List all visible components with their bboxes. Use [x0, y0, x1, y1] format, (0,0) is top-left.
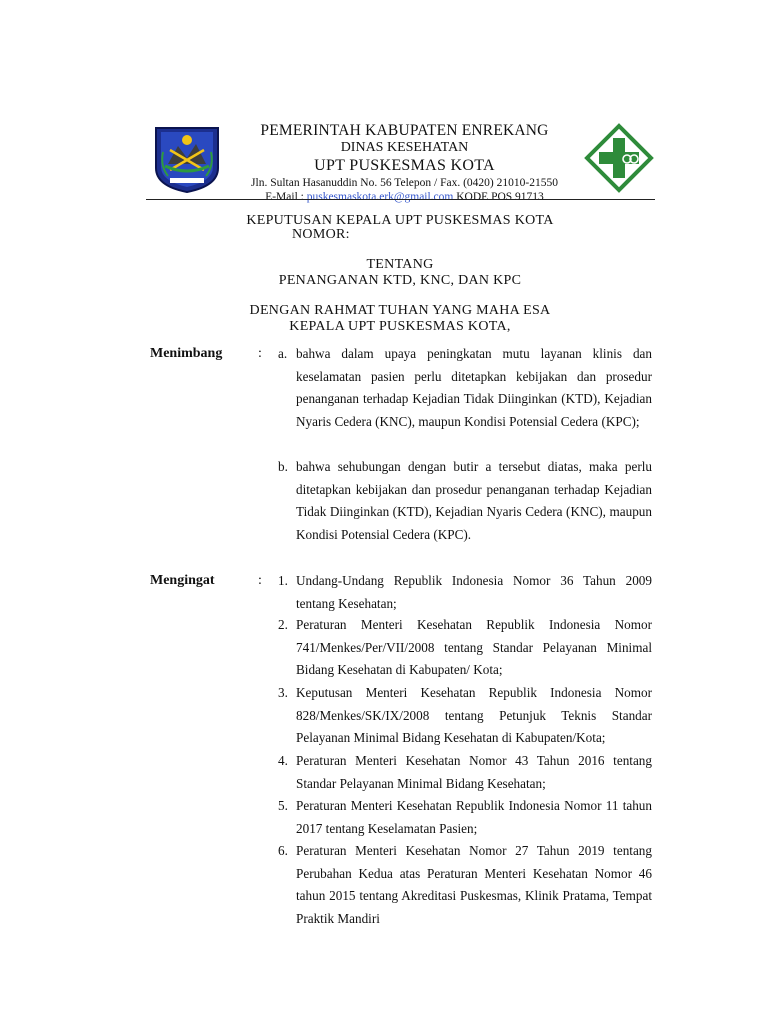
enrekang-emblem-logo — [148, 122, 226, 194]
menimbang-colon: : — [258, 346, 262, 361]
mengingat-label: Mengingat — [150, 573, 215, 588]
list-item — [278, 614, 652, 682]
government-name: PEMERINTAH KABUPATEN ENREKANG — [260, 122, 549, 139]
item-marker: 5. — [278, 798, 288, 813]
mengingat-colon: : — [258, 573, 262, 588]
about-heading: TENTANG — [366, 257, 434, 272]
item-text: Keputusan Menteri Kesehatan Republik Indonesia Nomor 828/Menkes/SK/IX/2008 tentang Petunjuk Teknis Standar Pelayanan Minimal Bidang Kesehatan di Kabupaten/Kota; — [296, 685, 652, 745]
item-text: Peraturan Menteri Kesehatan Republik Indonesia Nomor 11 tahun 2017 tentang Keselamatan Pasien; — [296, 798, 652, 836]
list-item — [278, 795, 652, 840]
list-item — [278, 682, 652, 750]
decree-number: NOMOR: — [292, 227, 350, 242]
list-item — [278, 840, 652, 930]
item-text: bahwa dalam upaya peningkatan mutu layanan klinis dan keselamatan pasien perlu ditetapkan kebijakan dan prosedur penanganan terhadap Kejadian Tidak Diinginkan (KTD), Kejadian Nyaris Cedera (KNC), maupun Kondisi Potensial Cedera (KPC); — [296, 346, 652, 429]
list-item — [278, 456, 652, 546]
email-link[interactable]: puskesmaskota.erk@gmail.com — [306, 191, 454, 203]
contact-line — [232, 190, 577, 204]
puskesmas-cross-logo — [583, 122, 655, 194]
email-label: E-Mail : — [265, 191, 304, 203]
list-item — [278, 343, 652, 433]
item-marker: a. — [278, 346, 288, 361]
item-text: Undang-Undang Republik Indonesia Nomor 36 Tahun 2009 tentang Kesehatan; — [296, 573, 652, 611]
item-marker: b. — [278, 459, 288, 474]
decree-title: KEPUTUSAN KEPALA UPT PUSKESMAS KOTA — [246, 213, 554, 228]
department-name: DINAS KESEHATAN — [340, 140, 469, 155]
institution-name: UPT PUSKESMAS KOTA — [314, 157, 495, 174]
header-divider — [146, 199, 655, 200]
item-marker: 3. — [278, 685, 288, 700]
address-line: Jln. Sultan Hasanuddin No. 56 Telepon / Fax. (0420) 21010-21550 — [251, 177, 558, 189]
item-marker: 4. — [278, 753, 288, 768]
decree-subject: PENANGANAN KTD, KNC, DAN KPC — [278, 273, 522, 288]
list-item — [278, 750, 652, 795]
item-text: Peraturan Menteri Kesehatan Nomor 27 Tahun 2019 tentang Perubahan Kedua atas Peraturan Menteri Kesehatan Nomor 46 tahun 2015 tentang Akreditasi Puskesmas, Klinik Pratama, Tempat Praktik Mandiri — [296, 843, 652, 926]
postal-code: KODE POS 91713 — [456, 191, 544, 203]
list-item — [278, 570, 652, 615]
item-text: Peraturan Menteri Kesehatan Republik Indonesia Nomor 741/Menkes/Per/VII/2008 tentang Standar Pelayanan Minimal Bidang Kesehatan di Kabupaten/ Kota; — [296, 617, 652, 677]
item-text: bahwa sehubungan dengan butir a tersebut diatas, maka perlu ditetapkan kebijakan dan prosedur penanganan terhadap Kejadian Tidak Diinginkan (KTD), Kejadian Nyaris Cedera (KNC), maupun Kondisi Potensial Cedera (KPC). — [296, 459, 652, 542]
item-marker: 6. — [278, 843, 288, 858]
item-text: Peraturan Menteri Kesehatan Nomor 43 Tahun 2016 tentang Standar Pelayanan Minimal Bidang Kesehatan; — [296, 753, 652, 791]
menimbang-label: Menimbang — [150, 346, 223, 361]
head-title-line: KEPALA UPT PUSKESMAS KOTA, — [289, 319, 511, 334]
letterhead — [232, 122, 577, 204]
item-marker: 1. — [278, 573, 288, 588]
item-marker: 2. — [278, 617, 288, 632]
blessing-line: DENGAN RAHMAT TUHAN YANG MAHA ESA — [249, 303, 551, 318]
